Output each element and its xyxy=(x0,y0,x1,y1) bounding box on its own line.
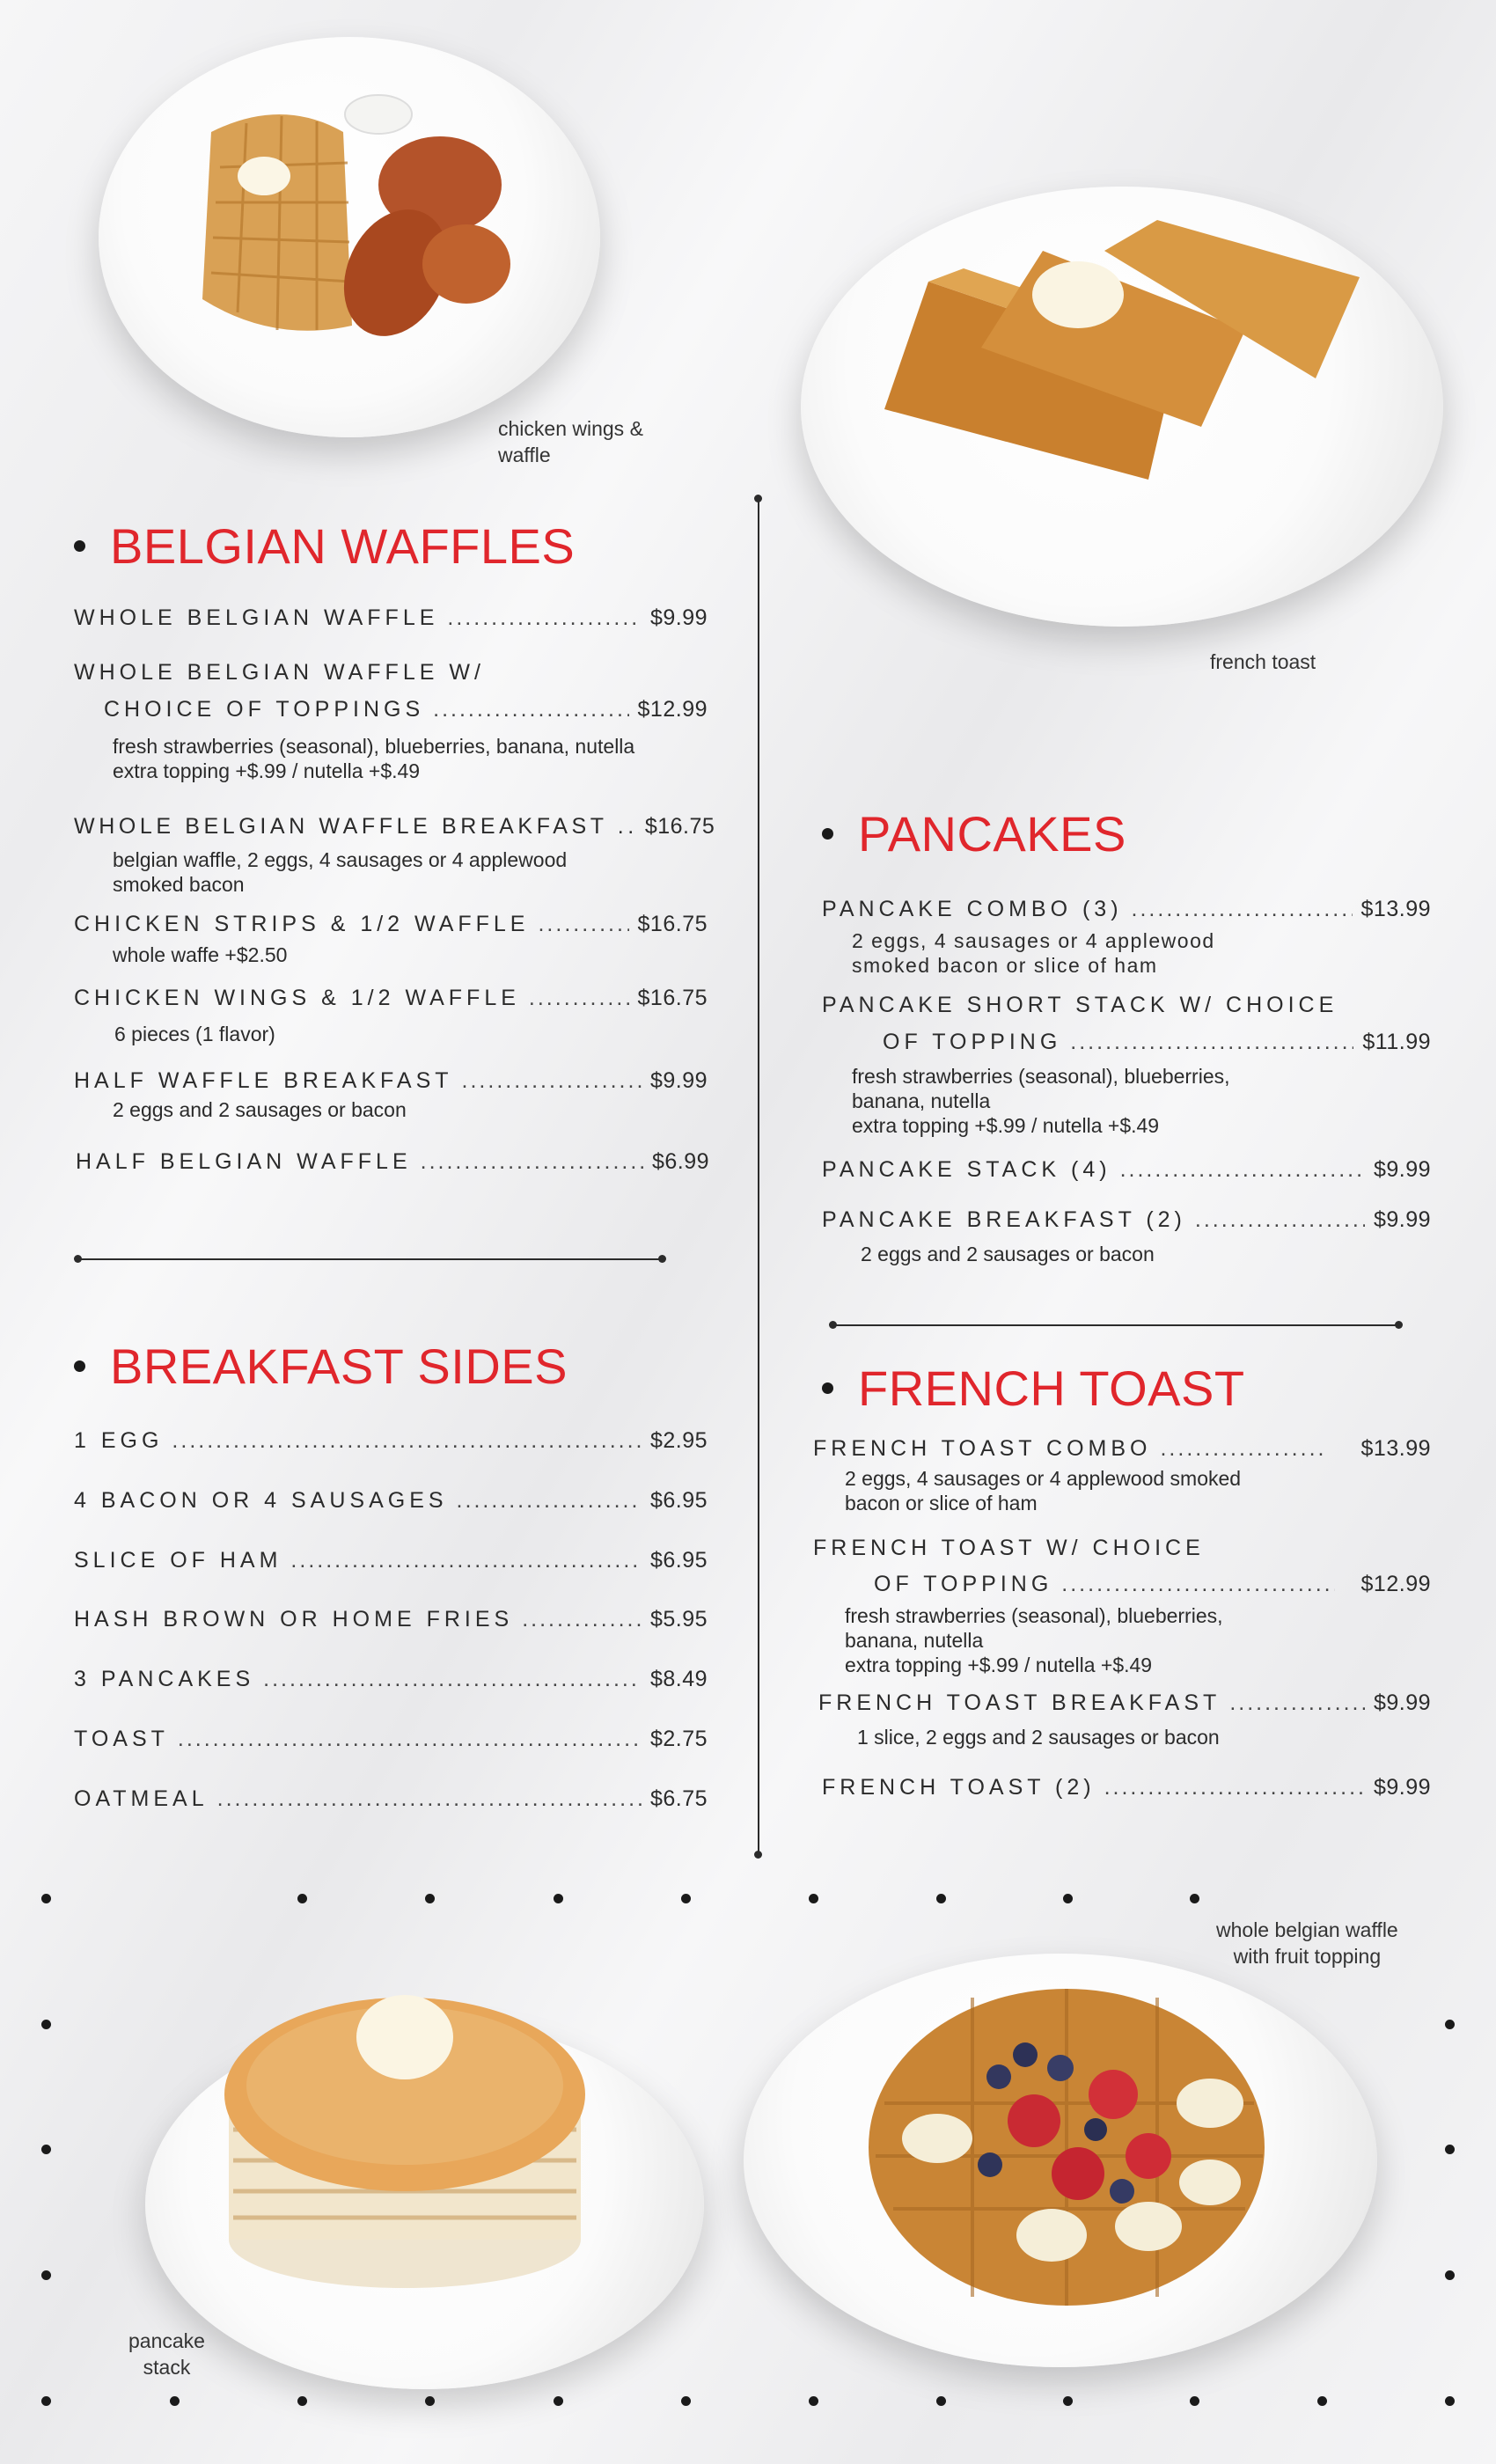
section-title: BELGIAN WAFFLES xyxy=(110,518,576,574)
caption-french-toast: french toast xyxy=(1210,650,1316,673)
item-description: 6 pieces (1 flavor) xyxy=(114,1023,275,1045)
menu-item: PANCAKE COMBO (3) ..... $13.99 xyxy=(822,897,1431,922)
section-breakfast-sides xyxy=(74,1338,568,1395)
item-description: fresh strawberries (seasonal), blueberries, banana, nutella extra topping +$.99 / nutella +$.49 xyxy=(852,1065,1230,1137)
divider-left xyxy=(77,1258,663,1260)
menu-item: TOAST ..... $2.75 xyxy=(74,1727,708,1752)
menu-item: HALF BELGIAN WAFFLE ..... $6.99 xyxy=(76,1149,709,1175)
dot-decoration xyxy=(41,2396,51,2406)
item-description: fresh strawberries (seasonal), blueberries, banana, nutella extra topping +$.99 / nutella +$.49 xyxy=(113,735,635,782)
section-title: FRENCH TOAST xyxy=(858,1360,1245,1416)
dot-decoration xyxy=(554,1894,563,1903)
menu-item: WHOLE BELGIAN WAFFLE ..... $9.99 xyxy=(74,605,708,631)
menu-item: WHOLE BELGIAN WAFFLE BREAKFAST .. $16.75 xyxy=(74,814,715,839)
menu-item: OATMEAL ..... $6.75 xyxy=(74,1786,708,1812)
menu-item: 4 BACON OR 4 SAUSAGES ..... $6.95 xyxy=(74,1488,708,1514)
dot-decoration xyxy=(1190,2396,1199,2406)
menu-item: FRENCH TOAST (2) ..... $9.99 xyxy=(822,1775,1431,1800)
caption-pancake-stack: pancake stack xyxy=(128,2329,205,2379)
menu-item: OF TOPPING ..... $12.99 xyxy=(874,1572,1431,1597)
bullet-icon xyxy=(74,1360,85,1372)
menu-item: OF TOPPING ..... $11.99 xyxy=(883,1030,1431,1055)
menu-item: WHOLE BELGIAN WAFFLE W/ xyxy=(74,660,485,685)
dot-decoration xyxy=(936,1894,946,1903)
menu-item: PANCAKE BREAKFAST (2) ..... $9.99 xyxy=(822,1207,1431,1233)
dot-decoration xyxy=(41,2270,51,2280)
item-description: 2 eggs, 4 sausages or 4 applewood smoked bacon or slice of ham xyxy=(845,1467,1242,1514)
item-description: belgian waffle, 2 eggs, 4 sausages or 4 applewood smoked bacon xyxy=(113,848,568,896)
menu-item: 1 EGG ..... $2.95 xyxy=(74,1428,708,1454)
item-description: 1 slice, 2 eggs and 2 sausages or bacon xyxy=(857,1726,1220,1749)
dot-decoration xyxy=(809,2396,818,2406)
menu-item: CHICKEN STRIPS & 1/2 WAFFLE ..... $16.75 xyxy=(74,912,708,937)
menu-item: HALF WAFFLE BREAKFAST ..... $9.99 xyxy=(74,1068,708,1094)
dot-decoration xyxy=(297,2396,307,2406)
menu-item: FRENCH TOAST COMBO ..... $13.99 xyxy=(813,1436,1431,1462)
menu-item: HASH BROWN OR HOME FRIES ..... $5.95 xyxy=(74,1607,708,1632)
dot-decoration xyxy=(1445,2145,1455,2154)
menu-item: FRENCH TOAST BREAKFAST ..... $9.99 xyxy=(818,1690,1431,1716)
menu-item: SLICE OF HAM ..... $6.95 xyxy=(74,1548,708,1573)
dot-decoration xyxy=(1063,1894,1073,1903)
menu-item: FRENCH TOAST W/ CHOICE xyxy=(813,1536,1205,1560)
dot-decoration xyxy=(41,2020,51,2029)
dot-decoration xyxy=(425,2396,435,2406)
section-belgian-waffles xyxy=(74,517,575,575)
section-title: PANCAKES xyxy=(858,806,1126,862)
dot-decoration xyxy=(41,1894,51,1903)
dot-decoration xyxy=(1317,2396,1327,2406)
caption-chicken-wings-waffle: chicken wings & waffle xyxy=(498,417,643,466)
menu-item: 3 PANCAKES ..... $8.49 xyxy=(74,1667,708,1692)
dot-decoration xyxy=(1445,2396,1455,2406)
dot-decoration xyxy=(809,1894,818,1903)
dot-decoration xyxy=(425,1894,435,1903)
divider-right xyxy=(832,1324,1399,1326)
dot-decoration xyxy=(41,2145,51,2154)
dot-decoration xyxy=(554,2396,563,2406)
dot-decoration xyxy=(1445,2270,1455,2280)
menu-item: PANCAKE STACK (4) ..... $9.99 xyxy=(822,1157,1431,1183)
menu-item: PANCAKE SHORT STACK W/ CHOICE xyxy=(822,993,1338,1017)
bullet-icon xyxy=(822,1382,833,1394)
bullet-icon xyxy=(74,540,85,552)
dot-decoration xyxy=(1063,2396,1073,2406)
dot-decoration xyxy=(297,1894,307,1903)
menu-item: CHICKEN WINGS & 1/2 WAFFLE ..... $16.75 xyxy=(74,986,708,1011)
menu-item: CHOICE OF TOPPINGS ..... $12.99 xyxy=(104,697,708,722)
dot-decoration xyxy=(681,2396,691,2406)
dot-decoration xyxy=(170,2396,180,2406)
item-description: 2 eggs and 2 sausages or bacon xyxy=(861,1243,1155,1265)
item-description: fresh strawberries (seasonal), blueberries, banana, nutella extra topping +$.99 / nutella +$.49 xyxy=(845,1604,1223,1676)
dot-decoration xyxy=(1445,2020,1455,2029)
dot-decoration xyxy=(1190,1894,1199,1903)
item-description: 2 eggs and 2 sausages or bacon xyxy=(113,1098,407,1121)
dot-decoration xyxy=(681,1894,691,1903)
section-title: BREAKFAST SIDES xyxy=(110,1338,568,1394)
bullet-icon xyxy=(822,828,833,840)
dot-decoration xyxy=(936,2396,946,2406)
item-description: 2 eggs, 4 sausages or 4 applewood smoked bacon or slice of ham xyxy=(852,929,1215,977)
section-french-toast xyxy=(822,1360,1245,1417)
caption-fruit-waffle: whole belgian waffle with fruit topping xyxy=(1216,1918,1398,1968)
column-divider xyxy=(758,498,759,1855)
item-description: whole waffe +$2.50 xyxy=(113,943,288,966)
section-pancakes xyxy=(822,805,1126,862)
